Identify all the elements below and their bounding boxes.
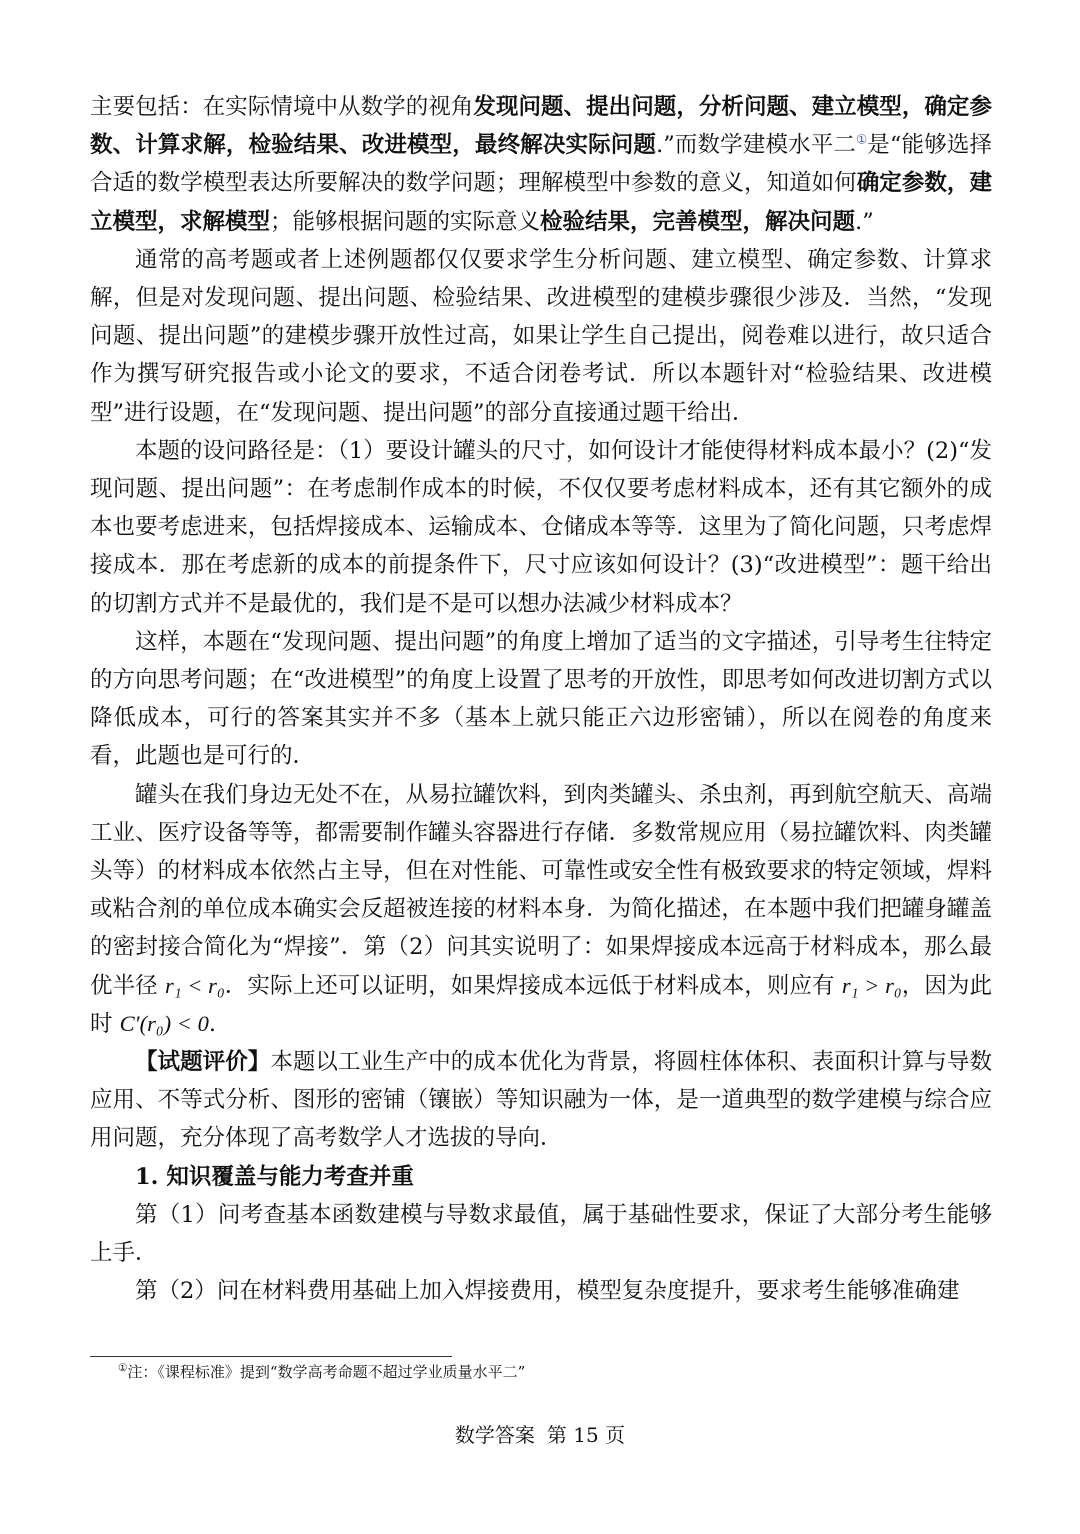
text-span: 是“能够选择合适的数学模型表达所要解决的数学问题；理解模型中参数的意义，知道如何 — [90, 132, 992, 197]
footnote-reference[interactable]: ① — [856, 132, 868, 147]
paragraph-2: 通常的高考题或者上述例题都仅仅要求学生分析问题、建立模型、确定参数、计算求解，但是对发现问题、提出问题、检验结果、改进模型的建模步骤很少涉及．当然，“发现问题、提出问题”的建模步骤开放性过高，如果让学生自己提出，阅卷难以进行，故只适合作为撰写研究报告或小论文的要求，不适合闭卷考试．所以本题针对“检验结果、改进模型”进行设题，在“发现问题、提出问题”的部分直接通过题干给出． — [90, 246, 992, 426]
text-span: ；能够根据问题的实际意义 — [270, 208, 541, 235]
document-body — [90, 88, 992, 1311]
math-inequality: r₁ < r₀ — [165, 972, 225, 998]
footnote — [118, 1362, 525, 1382]
bold-span: 检验结果，完善模型，解决问题 — [540, 208, 856, 235]
text-span: .”而数学建模水平二 — [656, 132, 857, 159]
math-inequality: r₁ > r₀ — [841, 972, 902, 998]
bold-span: 确定参数，建立模型，求解模型 — [90, 170, 992, 235]
paragraph-7: 第（1）问考查基本函数建模与导数求最值，属于基础性要求，保证了大部分考生能够上手． — [90, 1201, 992, 1267]
footnote-divider — [90, 1356, 452, 1357]
text-span: . — [208, 1010, 216, 1037]
text-span: 主要包括：在实际情境中从数学的视角 — [90, 94, 474, 120]
paragraph-3: 本题的设问路径是：（1）要设计罐头的尺寸，如何设计才能使得材料成本最小？(2)“发现问题、提出问题”：在考虑制作成本的时候，不仅仅要考虑材料成本，还有其它额外的成本也要考虑进来，包括焊接成本、运输成本、仓储成本等等．这里为了简化问题，只考虑焊接成本．那在考虑新的成本的前提条件下，尺寸应该如何设计？(3)“改进模型”：题干给出的切割方式并不是最优的，我们是不是可以想办法减少材料成本？ — [90, 437, 992, 617]
paragraph-1 — [90, 88, 992, 241]
text-span: .” — [855, 208, 874, 235]
footnote-mark: ① — [118, 1362, 128, 1374]
text-span: 本题以工业生产中的成本优化为背景，将圆柱体体积、表面积计算与导数应用、不等式分析、图形的密铺（镶嵌）等知识融为一体，是一道典型的数学建模与综合应用问题，充分体现了高考数学人才选拔的导向． — [90, 1049, 992, 1152]
paragraph-8: 第（2）问在材料费用基础上加入焊接费用，模型复杂度提升，要求考生能够准确建 — [135, 1278, 960, 1305]
text-span: ，因为此时 — [90, 972, 992, 1037]
footer-title: 数学答案 — [454, 1423, 535, 1447]
section-label: 【试题评价】 — [135, 1049, 271, 1076]
page-footer — [0, 1422, 1080, 1448]
section-heading: 1. 知识覆盖与能力考查并重 — [135, 1163, 414, 1190]
paragraph-5 — [90, 776, 992, 1043]
text-span: ．实际上还可以证明，如果焊接成本远低于材料成本，则应有 — [224, 972, 842, 999]
paragraph-evaluation — [90, 1043, 992, 1158]
paragraph-4: 这样，本题在“发现问题、提出问题”的角度上增加了适当的文字描述，引导考生往特定的方向思考问题；在“改进模型”的角度上设置了思考的开放性，即思考如何改进切割方式以降低成本，可行的答案其实并不多（基本上就只能正六边形密铺），所以在阅卷的角度来看，此题也是可行的． — [90, 628, 992, 770]
bold-span: 发现问题、提出问题，分析问题、建立模型，确定参数、计算求解，检验结果、改进模型，最终解决实际问题 — [90, 94, 992, 159]
footnote-text: 注：《课程标准》提到“数学高考命题不超过学业质量水平二” — [127, 1363, 526, 1381]
page-number: 第 15 页 — [546, 1423, 626, 1447]
math-expression: C′(r₀) < 0 — [119, 1010, 209, 1036]
text-span: 罐头在我们身边无处不在，从易拉罐饮料，到肉类罐头、杀虫剂，再到航空航天、高端工业、医疗设备等等，都需要制作罐头容器进行存储．多数常规应用（易拉罐饮料、肉类罐头等）的材料成本依然占主导，但在对性能、可靠性或安全性有极致要求的特定领域，焊料或粘合剂的单位成本确实会反超被连接的材料本身．为简化描述，在本题中我们把罐身罐盖的密封接合简化为“焊接”．第（2）问其实说明了：如果焊接成本远高于材料成本，那么最优半径 — [90, 781, 992, 999]
